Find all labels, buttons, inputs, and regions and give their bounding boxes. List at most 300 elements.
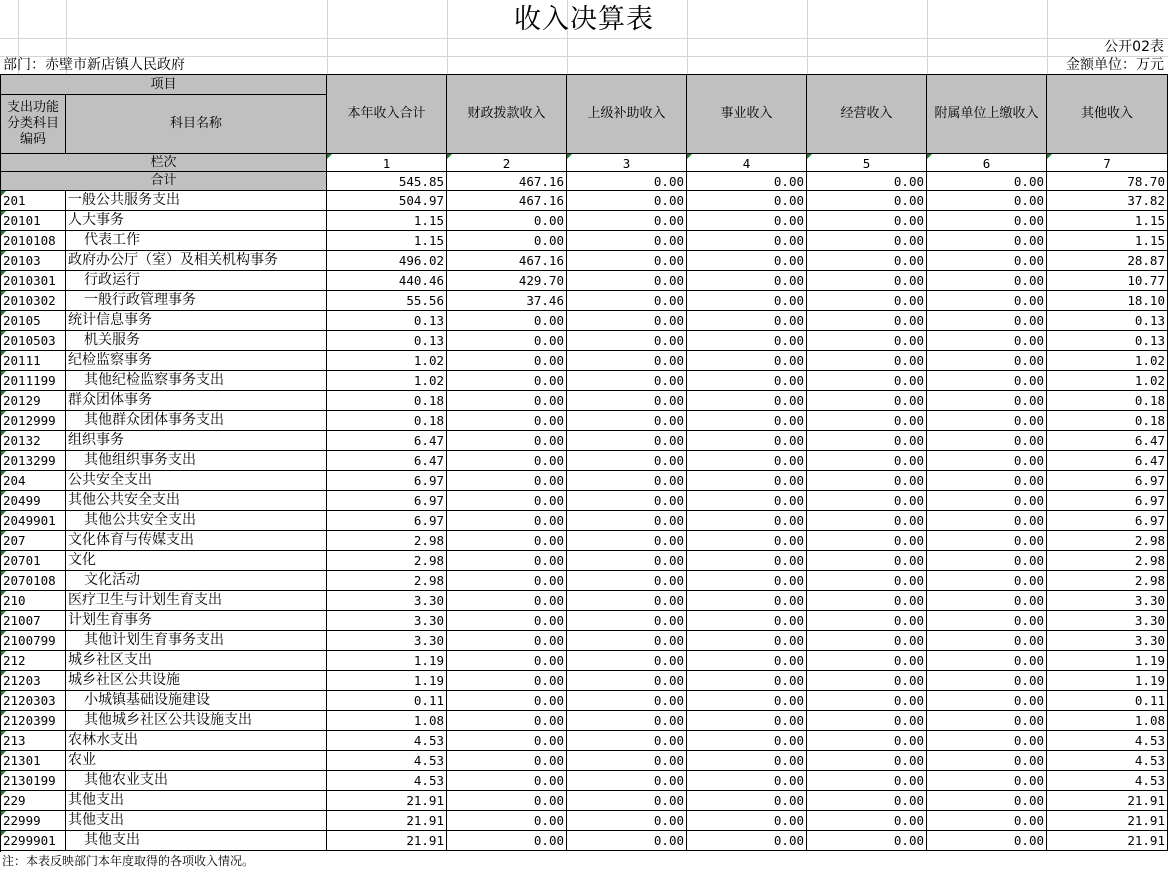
row-name: 其他群众团体事务支出 <box>66 411 327 431</box>
row-code: 2130199 <box>1 771 66 791</box>
row-value: 0.00 <box>567 651 687 671</box>
row-value: 0.00 <box>447 611 567 631</box>
row-value: 2.98 <box>327 571 447 591</box>
row-value: 6.97 <box>327 511 447 531</box>
row-value: 1.15 <box>1047 231 1168 251</box>
row-code: 229 <box>1 791 66 811</box>
row-value: 0.00 <box>927 331 1047 351</box>
row-value: 0.00 <box>927 551 1047 571</box>
row-value: 0.13 <box>1047 311 1168 331</box>
row-value: 0.00 <box>447 631 567 651</box>
row-value: 0.00 <box>567 731 687 751</box>
row-value: 0.00 <box>807 771 927 791</box>
row-value: 0.00 <box>807 611 927 631</box>
row-value: 0.00 <box>807 511 927 531</box>
row-value: 0.00 <box>927 491 1047 511</box>
row-value: 3.30 <box>327 591 447 611</box>
row-value: 0.00 <box>927 251 1047 271</box>
row-value: 0.13 <box>327 311 447 331</box>
row-name: 其他支出 <box>66 811 327 831</box>
row-value: 467.16 <box>447 251 567 271</box>
row-name: 一般公共服务支出 <box>66 191 327 211</box>
row-value: 0.00 <box>447 331 567 351</box>
row-value: 0.00 <box>687 191 807 211</box>
row-value: 0.00 <box>807 351 927 371</box>
row-value: 1.15 <box>1047 211 1168 231</box>
row-value: 0.00 <box>807 551 927 571</box>
row-value: 0.00 <box>807 191 927 211</box>
row-value: 0.18 <box>1047 411 1168 431</box>
row-value: 3.30 <box>1047 611 1168 631</box>
row-value: 0.00 <box>567 491 687 511</box>
row-value: 0.00 <box>567 771 687 791</box>
row-value: 0.00 <box>567 811 687 831</box>
row-code: 21203 <box>1 671 66 691</box>
row-value: 0.00 <box>807 411 927 431</box>
total-value: 0.00 <box>807 172 927 191</box>
row-value: 3.30 <box>1047 591 1168 611</box>
row-value: 0.00 <box>927 371 1047 391</box>
row-value: 1.08 <box>1047 711 1168 731</box>
row-value: 0.00 <box>807 491 927 511</box>
row-value: 0.00 <box>447 571 567 591</box>
row-value: 0.00 <box>807 231 927 251</box>
header-project: 项目 <box>1 75 327 95</box>
row-value: 21.91 <box>327 811 447 831</box>
row-value: 0.00 <box>927 831 1047 851</box>
row-value: 0.00 <box>567 791 687 811</box>
row-code: 20111 <box>1 351 66 371</box>
row-value: 0.00 <box>927 471 1047 491</box>
row-value: 0.00 <box>687 471 807 491</box>
column-index: 2 <box>447 154 567 172</box>
row-value: 2.98 <box>327 531 447 551</box>
row-value: 0.00 <box>567 451 687 471</box>
row-value: 0.00 <box>567 391 687 411</box>
column-index: 6 <box>927 154 1047 172</box>
row-code: 2049901 <box>1 511 66 531</box>
row-value: 21.91 <box>327 791 447 811</box>
row-value: 2.98 <box>327 551 447 571</box>
row-value: 0.00 <box>807 331 927 351</box>
row-value: 0.00 <box>687 791 807 811</box>
row-value: 0.00 <box>567 751 687 771</box>
row-code: 2011199 <box>1 371 66 391</box>
row-value: 0.00 <box>567 511 687 531</box>
row-value: 0.00 <box>567 191 687 211</box>
row-value: 0.00 <box>447 591 567 611</box>
row-value: 0.00 <box>927 771 1047 791</box>
row-value: 0.00 <box>807 251 927 271</box>
row-value: 1.15 <box>327 211 447 231</box>
row-value: 0.00 <box>807 391 927 411</box>
row-name: 城乡社区公共设施 <box>66 671 327 691</box>
row-value: 0.00 <box>807 291 927 311</box>
row-name: 组织事务 <box>66 431 327 451</box>
row-value: 6.47 <box>1047 451 1168 471</box>
row-name: 计划生育事务 <box>66 611 327 631</box>
header-column-6: 附属单位上缴收入 <box>927 75 1047 154</box>
column-index: 7 <box>1047 154 1168 172</box>
row-value: 0.00 <box>687 611 807 631</box>
row-code: 22999 <box>1 811 66 831</box>
row-value: 0.00 <box>927 531 1047 551</box>
row-value: 0.00 <box>807 671 927 691</box>
row-code: 213 <box>1 731 66 751</box>
row-code: 21301 <box>1 751 66 771</box>
row-value: 0.00 <box>687 511 807 531</box>
row-value: 0.00 <box>447 691 567 711</box>
row-value: 0.00 <box>927 611 1047 631</box>
total-value: 78.70 <box>1047 172 1168 191</box>
row-value: 0.00 <box>807 211 927 231</box>
row-value: 6.47 <box>327 431 447 451</box>
total-value: 0.00 <box>687 172 807 191</box>
row-code: 2010503 <box>1 331 66 351</box>
row-value: 0.00 <box>807 711 927 731</box>
header-code: 支出功能分类科目编码 <box>1 95 66 154</box>
footnote: 注：本表反映部门本年度取得的各项收入情况。 <box>2 854 255 868</box>
row-value: 0.00 <box>567 631 687 651</box>
unit-label: 金额单位：万元 <box>1066 57 1164 73</box>
row-value: 0.00 <box>567 411 687 431</box>
column-index: 1 <box>327 154 447 172</box>
row-value: 0.00 <box>447 751 567 771</box>
row-value: 0.00 <box>567 691 687 711</box>
row-name: 农林水支出 <box>66 731 327 751</box>
row-value: 0.00 <box>567 431 687 451</box>
row-value: 0.00 <box>687 671 807 691</box>
row-value: 1.19 <box>1047 671 1168 691</box>
row-value: 0.00 <box>447 231 567 251</box>
row-value: 0.00 <box>567 611 687 631</box>
header-index-label: 栏次 <box>1 154 327 172</box>
row-name: 政府办公厅（室）及相关机构事务 <box>66 251 327 271</box>
row-value: 37.46 <box>447 291 567 311</box>
row-code: 2010108 <box>1 231 66 251</box>
row-value: 0.00 <box>687 531 807 551</box>
row-code: 2012999 <box>1 411 66 431</box>
row-value: 21.91 <box>327 831 447 851</box>
row-code: 20103 <box>1 251 66 271</box>
row-name: 代表工作 <box>66 231 327 251</box>
total-label: 合计 <box>1 172 327 191</box>
row-value: 467.16 <box>447 191 567 211</box>
header-column-1: 本年收入合计 <box>327 75 447 154</box>
row-value: 0.18 <box>327 391 447 411</box>
row-name: 医疗卫生与计划生育支出 <box>66 591 327 611</box>
row-value: 0.00 <box>447 391 567 411</box>
row-value: 0.00 <box>687 811 807 831</box>
row-value: 6.97 <box>1047 471 1168 491</box>
row-value: 0.00 <box>687 551 807 571</box>
row-value: 1.19 <box>327 671 447 691</box>
row-value: 0.00 <box>447 791 567 811</box>
total-value: 0.00 <box>567 172 687 191</box>
row-value: 0.00 <box>807 791 927 811</box>
row-value: 0.00 <box>687 251 807 271</box>
column-index: 3 <box>567 154 687 172</box>
row-value: 0.00 <box>927 811 1047 831</box>
total-value: 545.85 <box>327 172 447 191</box>
row-value: 0.00 <box>927 751 1047 771</box>
total-value: 467.16 <box>447 172 567 191</box>
row-value: 0.00 <box>447 451 567 471</box>
row-value: 0.00 <box>927 411 1047 431</box>
header-column-4: 事业收入 <box>687 75 807 154</box>
row-value: 0.00 <box>687 691 807 711</box>
row-value: 0.13 <box>327 331 447 351</box>
row-value: 0.00 <box>927 271 1047 291</box>
row-value: 2.98 <box>1047 531 1168 551</box>
row-value: 0.00 <box>687 591 807 611</box>
row-value: 0.00 <box>807 591 927 611</box>
row-value: 37.82 <box>1047 191 1168 211</box>
row-value: 0.00 <box>687 351 807 371</box>
row-value: 21.91 <box>1047 791 1168 811</box>
row-value: 2.98 <box>1047 571 1168 591</box>
row-value: 1.19 <box>1047 651 1168 671</box>
row-value: 0.00 <box>687 771 807 791</box>
row-value: 1.02 <box>327 371 447 391</box>
row-value: 0.18 <box>327 411 447 431</box>
row-value: 0.00 <box>807 811 927 831</box>
report-title: 收入决算表 <box>514 4 654 35</box>
row-value: 0.00 <box>567 291 687 311</box>
row-value: 0.00 <box>567 331 687 351</box>
row-value: 0.00 <box>927 691 1047 711</box>
row-value: 0.00 <box>687 331 807 351</box>
row-value: 0.00 <box>447 491 567 511</box>
row-code: 21007 <box>1 611 66 631</box>
row-value: 1.19 <box>327 651 447 671</box>
row-value: 0.00 <box>927 731 1047 751</box>
row-value: 0.00 <box>567 671 687 691</box>
row-value: 0.00 <box>927 191 1047 211</box>
row-value: 429.70 <box>447 271 567 291</box>
row-value: 0.00 <box>687 391 807 411</box>
row-code: 2120399 <box>1 711 66 731</box>
row-value: 6.97 <box>327 471 447 491</box>
row-code: 2013299 <box>1 451 66 471</box>
row-code: 207 <box>1 531 66 551</box>
row-value: 0.00 <box>567 711 687 731</box>
row-name: 人大事务 <box>66 211 327 231</box>
total-value: 0.00 <box>927 172 1047 191</box>
row-code: 2299901 <box>1 831 66 851</box>
header-column-7: 其他收入 <box>1047 75 1168 154</box>
column-index: 5 <box>807 154 927 172</box>
row-value: 0.00 <box>687 831 807 851</box>
row-value: 4.53 <box>327 771 447 791</box>
row-code: 2070108 <box>1 571 66 591</box>
row-value: 0.00 <box>927 671 1047 691</box>
row-name: 一般行政管理事务 <box>66 291 327 311</box>
row-value: 0.00 <box>807 311 927 331</box>
row-value: 0.00 <box>447 311 567 331</box>
row-value: 3.30 <box>327 631 447 651</box>
row-value: 0.00 <box>567 831 687 851</box>
row-value: 0.00 <box>807 831 927 851</box>
row-value: 10.77 <box>1047 271 1168 291</box>
row-value: 4.53 <box>327 731 447 751</box>
row-code: 210 <box>1 591 66 611</box>
column-index: 4 <box>687 154 807 172</box>
row-value: 6.47 <box>327 451 447 471</box>
row-code: 20101 <box>1 211 66 231</box>
row-value: 0.00 <box>687 291 807 311</box>
row-value: 0.00 <box>567 571 687 591</box>
row-value: 0.00 <box>927 571 1047 591</box>
row-value: 0.00 <box>807 571 927 591</box>
row-value: 0.00 <box>447 211 567 231</box>
row-value: 6.97 <box>1047 511 1168 531</box>
row-value: 0.00 <box>447 551 567 571</box>
row-code: 2120303 <box>1 691 66 711</box>
row-name: 其他计划生育事务支出 <box>66 631 327 651</box>
row-name: 其他支出 <box>66 831 327 851</box>
row-value: 3.30 <box>327 611 447 631</box>
row-code: 201 <box>1 191 66 211</box>
row-name: 群众团体事务 <box>66 391 327 411</box>
row-value: 0.18 <box>1047 391 1168 411</box>
row-value: 0.00 <box>927 591 1047 611</box>
row-code: 20701 <box>1 551 66 571</box>
row-value: 0.00 <box>687 731 807 751</box>
row-code: 212 <box>1 651 66 671</box>
row-name: 文化 <box>66 551 327 571</box>
row-value: 0.00 <box>687 311 807 331</box>
row-value: 0.00 <box>927 351 1047 371</box>
row-value: 21.91 <box>1047 811 1168 831</box>
row-value: 1.15 <box>327 231 447 251</box>
row-value: 0.00 <box>567 531 687 551</box>
row-name: 其他公共安全支出 <box>66 511 327 531</box>
row-value: 0.00 <box>447 511 567 531</box>
row-value: 0.00 <box>927 791 1047 811</box>
row-value: 0.00 <box>687 711 807 731</box>
row-value: 440.46 <box>327 271 447 291</box>
row-value: 0.00 <box>687 491 807 511</box>
row-value: 0.00 <box>687 571 807 591</box>
row-value: 2.98 <box>1047 551 1168 571</box>
row-value: 0.00 <box>447 831 567 851</box>
row-value: 6.97 <box>1047 491 1168 511</box>
row-value: 0.13 <box>1047 331 1168 351</box>
row-value: 0.00 <box>447 431 567 451</box>
row-value: 0.00 <box>447 671 567 691</box>
row-value: 1.08 <box>327 711 447 731</box>
row-name: 机关服务 <box>66 331 327 351</box>
row-value: 0.00 <box>807 531 927 551</box>
row-value: 1.02 <box>1047 351 1168 371</box>
row-value: 0.00 <box>447 371 567 391</box>
row-value: 28.87 <box>1047 251 1168 271</box>
row-value: 0.11 <box>327 691 447 711</box>
row-value: 0.00 <box>447 651 567 671</box>
row-name: 农业 <box>66 751 327 771</box>
row-value: 0.00 <box>687 631 807 651</box>
row-value: 0.00 <box>807 731 927 751</box>
row-code: 2010302 <box>1 291 66 311</box>
row-name: 文化活动 <box>66 571 327 591</box>
row-name: 公共安全支出 <box>66 471 327 491</box>
row-value: 0.00 <box>567 591 687 611</box>
row-name: 统计信息事务 <box>66 311 327 331</box>
row-value: 6.47 <box>1047 431 1168 451</box>
row-value: 0.00 <box>927 651 1047 671</box>
row-code: 2010301 <box>1 271 66 291</box>
row-value: 0.00 <box>447 351 567 371</box>
row-value: 0.00 <box>447 411 567 431</box>
row-value: 0.00 <box>927 391 1047 411</box>
row-value: 0.00 <box>447 731 567 751</box>
row-value: 0.00 <box>927 231 1047 251</box>
row-code: 20132 <box>1 431 66 451</box>
row-value: 4.53 <box>1047 731 1168 751</box>
row-value: 0.00 <box>807 471 927 491</box>
row-value: 0.00 <box>687 271 807 291</box>
row-value: 0.00 <box>687 451 807 471</box>
row-value: 0.00 <box>927 211 1047 231</box>
row-value: 4.53 <box>1047 771 1168 791</box>
row-value: 4.53 <box>327 751 447 771</box>
row-value: 0.00 <box>447 471 567 491</box>
header-column-2: 财政拨款收入 <box>447 75 567 154</box>
row-name: 其他公共安全支出 <box>66 491 327 511</box>
row-value: 0.00 <box>927 631 1047 651</box>
row-value: 0.00 <box>567 351 687 371</box>
row-code: 20499 <box>1 491 66 511</box>
row-value: 0.00 <box>567 371 687 391</box>
row-value: 0.00 <box>447 711 567 731</box>
row-name: 小城镇基础设施建设 <box>66 691 327 711</box>
row-value: 504.97 <box>327 191 447 211</box>
row-value: 496.02 <box>327 251 447 271</box>
row-name: 其他纪检监察事务支出 <box>66 371 327 391</box>
header-column-3: 上级补助收入 <box>567 75 687 154</box>
row-value: 0.00 <box>807 751 927 771</box>
row-value: 0.00 <box>687 751 807 771</box>
row-code: 20129 <box>1 391 66 411</box>
grid-line <box>0 38 1168 39</box>
row-value: 3.30 <box>1047 631 1168 651</box>
row-value: 0.00 <box>807 631 927 651</box>
row-name: 其他组织事务支出 <box>66 451 327 471</box>
row-value: 0.00 <box>567 271 687 291</box>
row-value: 0.00 <box>807 371 927 391</box>
row-value: 0.00 <box>687 431 807 451</box>
row-value: 0.00 <box>567 471 687 491</box>
row-value: 0.00 <box>807 651 927 671</box>
row-value: 0.00 <box>447 771 567 791</box>
row-value: 0.00 <box>567 251 687 271</box>
row-code: 204 <box>1 471 66 491</box>
row-value: 0.00 <box>807 451 927 471</box>
row-value: 0.00 <box>807 431 927 451</box>
row-value: 6.97 <box>327 491 447 511</box>
row-value: 55.56 <box>327 291 447 311</box>
header-name: 科目名称 <box>66 95 327 154</box>
row-value: 4.53 <box>1047 751 1168 771</box>
row-value: 0.00 <box>567 231 687 251</box>
row-name: 其他农业支出 <box>66 771 327 791</box>
header-column-5: 经营收入 <box>807 75 927 154</box>
row-value: 0.00 <box>567 551 687 571</box>
row-value: 0.11 <box>1047 691 1168 711</box>
row-value: 1.02 <box>327 351 447 371</box>
row-name: 其他支出 <box>66 791 327 811</box>
